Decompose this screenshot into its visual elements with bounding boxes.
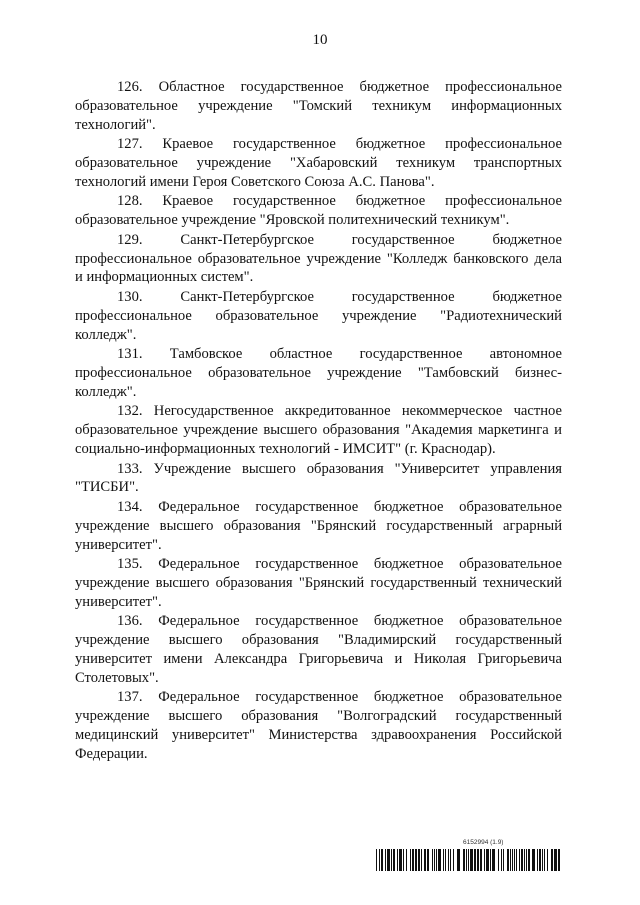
list-item: 129. Санкт-Петербургское государственное бюджетное профессиональное образовательное учреждение "Колледж банковского дела и информационных систем". <box>75 231 562 286</box>
barcode-icon <box>376 849 560 871</box>
list-item: 134. Федеральное государственное бюджетное образовательное учреждение высшего образования "Брянский государственный аграрный университет". <box>75 498 562 553</box>
list-item: 132. Негосударственное аккредитованное некоммерческое частное образовательное учреждение высшего образования "Академия маркетинга и социально-информационных технологий - ИМСИТ" (г. Краснодар). <box>75 403 562 457</box>
list-item: 127. Краевое государственное бюджетное профессиональное образовательное учреждение "Хабаровский техникум транспортных технологий имени Героя Советского Союза А.С. Панова". <box>75 136 562 190</box>
page-number: 10 <box>312 32 328 48</box>
list-item: 126. Областное государственное бюджетное профессиональное образовательное учреждение "Томский техникум информационных технологий". <box>75 79 562 133</box>
list-item: 137. Федеральное государственное бюджетное образовательное учреждение высшего образования "Волгоградский государственный медицинский университет" Министерства здравоохранения Российской Федерации. <box>75 689 562 762</box>
document-body <box>75 78 562 764</box>
list-item: 133. Учреждение высшего образования "Университет управления "ТИСБИ". <box>75 460 562 496</box>
list-item: 135. Федеральное государственное бюджетное образовательное учреждение высшего образования "Брянский государственный технический университет". <box>75 556 562 610</box>
list-item: 130. Санкт-Петербургское государственное бюджетное профессиональное образовательное учреждение "Радиотехнический колледж". <box>75 288 562 343</box>
barcode-code: 6152994 (1.9) <box>463 839 504 846</box>
list-item: 136. Федеральное государственное бюджетное образовательное учреждение высшего образования "Владимирский государственный университет имени Александра Григорьевича и Николая Григорьевича Столетовых". <box>75 613 562 686</box>
list-item: 131. Тамбовское областное государственное автономное профессиональное образовательное учреждение "Тамбовский бизнес-колледж". <box>75 346 562 400</box>
list-item: 128. Краевое государственное бюджетное профессиональное образовательное учреждение "Яровской политехнический техникум". <box>75 193 562 229</box>
